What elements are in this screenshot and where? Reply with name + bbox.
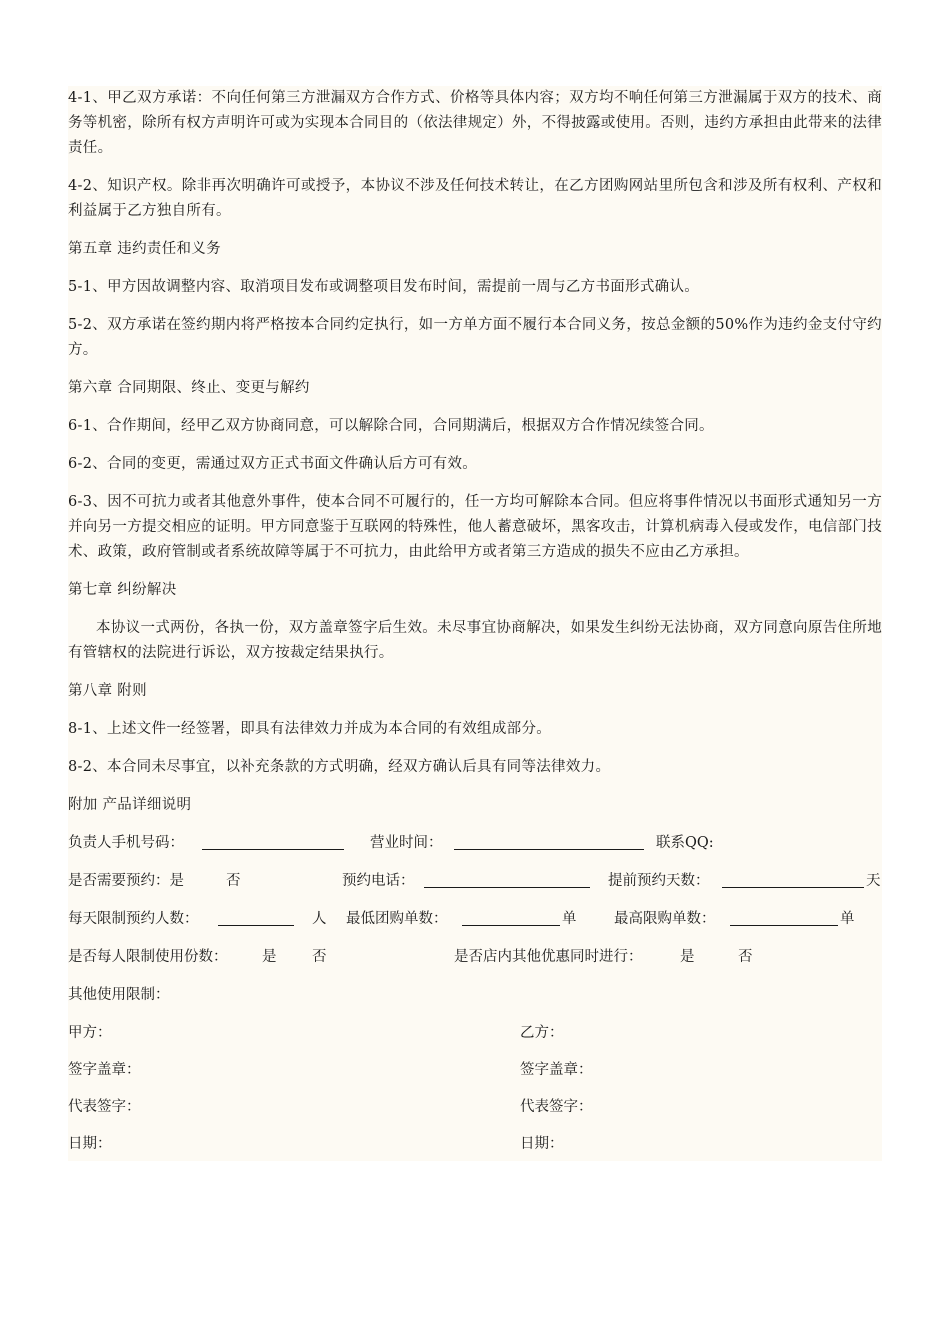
phone-label: 负责人手机号码： (68, 835, 184, 851)
form-row-reserve (68, 869, 882, 894)
seal-a-label: 签字盖章： (68, 1062, 141, 1078)
form-row-usage (68, 945, 882, 970)
clause-7: 本协议一式两份，各执一份，双方盖章签字后生效。未尽事宜协商解决，如果发生纠纷无法协商，双方同意向原告住所地有管辖权的法院进行诉讼，双方按裁定结果执行。 (68, 620, 882, 661)
daily-limit-field[interactable] (218, 907, 294, 926)
form-row-contact (68, 831, 882, 856)
other-promo-yes-option[interactable]: 是 (680, 949, 695, 965)
phone-field[interactable] (202, 831, 344, 850)
daily-limit-label: 每天限制预约人数： (68, 911, 199, 927)
min-order-unit: 单 (562, 911, 577, 927)
clause-4-2: 4-2、知识产权。除非再次明确许可或授予，本协议不涉及任何技术转让，在乙方团购网站里所包含和涉及所有权利、产权和利益属于乙方独自所有。 (68, 178, 882, 219)
clause-6-2: 6-2、合同的变更，需通过双方正式书面文件确认后方可有效。 (68, 456, 478, 472)
other-promo-no-option[interactable]: 否 (738, 949, 753, 965)
per-person-label: 是否每人限制使用份数： (68, 949, 228, 965)
hours-field[interactable] (454, 831, 644, 850)
person-unit: 人 (312, 911, 327, 927)
per-person-no-option[interactable]: 否 (312, 949, 327, 965)
party-a-label: 甲方： (68, 1025, 112, 1041)
rep-a-label: 代表签字： (68, 1099, 141, 1115)
chapter-5-heading: 第五章 违约责任和义务 (68, 241, 221, 257)
date-a-label: 日期： (68, 1136, 112, 1152)
max-order-unit: 单 (840, 911, 855, 927)
form-row-limits (68, 907, 882, 932)
clause-5-2: 5-2、双方承诺在签约期内将严格按本合同约定执行，如一方单方面不履行本合同义务，按总金额的50%作为违约金支付守约方。 (68, 317, 882, 358)
signature-row-party (68, 1021, 882, 1046)
party-b-label: 乙方： (520, 1025, 564, 1041)
qq-label: 联系QQ: (656, 835, 714, 851)
contract-page (68, 86, 882, 1161)
reserve-phone-label: 预约电话： (342, 873, 415, 889)
day-unit: 天 (866, 873, 881, 889)
hours-label: 营业时间： (370, 835, 443, 851)
clause-5-1: 5-1、甲方因故调整内容、取消项目发布或调整项目发布时间，需提前一周与乙方书面形式确认。 (68, 279, 700, 295)
other-limit-label: 其他使用限制： (68, 987, 170, 1003)
rep-b-label: 代表签字： (520, 1099, 593, 1115)
min-order-field[interactable] (462, 907, 560, 926)
signature-row-date (68, 1132, 882, 1157)
max-order-label: 最高限购单数： (614, 911, 716, 927)
reserve-phone-field[interactable] (424, 869, 590, 888)
advance-days-field[interactable] (722, 869, 864, 888)
chapter-8-heading: 第八章 附则 (68, 683, 147, 699)
clause-8-2: 8-2、本合同未尽事宜，以补充条款的方式明确，经双方确认后具有同等法律效力。 (68, 759, 611, 775)
signature-row-representative (68, 1095, 882, 1120)
form-row-other-limit (68, 983, 882, 1008)
signature-row-seal (68, 1058, 882, 1083)
other-promo-label: 是否店内其他优惠同时进行： (454, 949, 643, 965)
max-order-field[interactable] (730, 907, 838, 926)
clause-6-3: 6-3、因不可抗力或者其他意外事件，使本合同不可履行的，任一方均可解除本合同。但应将事件情况以书面形式通知另一方并向另一方提交相应的证明。甲方同意鉴于互联网的特殊性，他人蓄意破坏，黑客攻击，计算机病毒入侵或发作，电信部门技术、政策，政府管制或者系统故障等属于不可抗力，由此给甲方或者第三方造成的损失不应由乙方承担。 (68, 494, 882, 560)
date-b-label: 日期： (520, 1136, 564, 1152)
seal-b-label: 签字盖章： (520, 1062, 593, 1078)
min-order-label: 最低团购单数： (346, 911, 448, 927)
clause-6-1: 6-1、合作期间，经甲乙双方协商同意，可以解除合同，合同期满后，根据双方合作情况续签合同。 (68, 418, 714, 434)
per-person-yes-option[interactable]: 是 (262, 949, 277, 965)
reserve-no-option[interactable]: 否 (226, 873, 241, 889)
clause-8-1: 8-1、上述文件一经签署，即具有法律效力并成为本合同的有效组成部分。 (68, 721, 552, 737)
advance-days-label: 提前预约天数： (608, 873, 710, 889)
reserve-label: 是否需要预约：是 (68, 873, 184, 889)
clause-4-1: 4-1、甲乙双方承诺：不向任何第三方泄漏双方合作方式、价格等具体内容；双方均不响任何第三方泄漏属于双方的技术、商务等机密，除所有权方声明许可或为实现本合同目的（依法律规定）外，不得披露或使用。否则，违约方承担由此带来的法律责任。 (68, 90, 882, 156)
chapter-6-heading: 第六章 合同期限、终止、变更与解约 (68, 380, 310, 396)
chapter-7-heading: 第七章 纠纷解决 (68, 582, 177, 598)
appendix-title: 附加 产品详细说明 (68, 797, 192, 813)
